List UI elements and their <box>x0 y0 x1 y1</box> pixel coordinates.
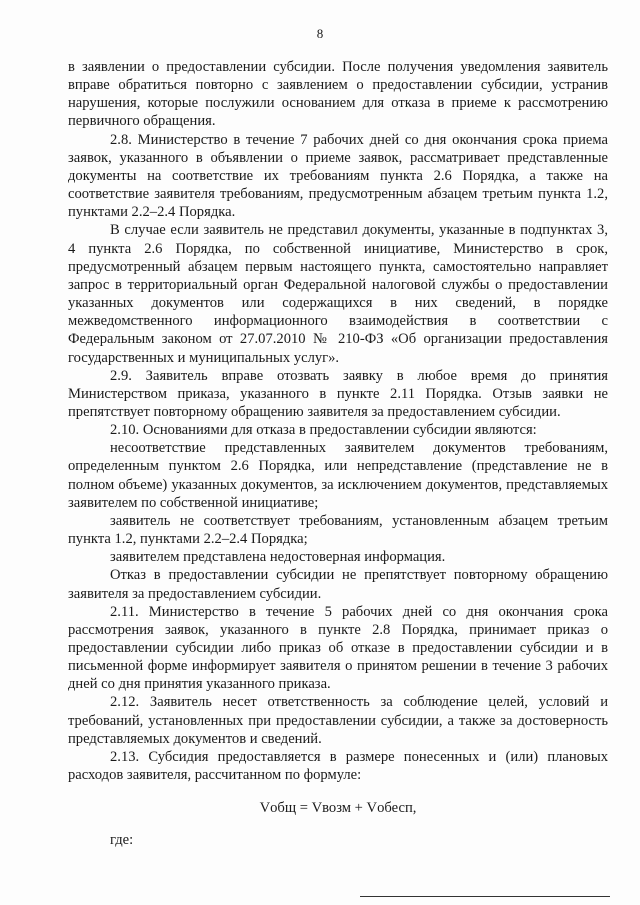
formula-where-label: где: <box>110 832 134 849</box>
paragraph-2-9: 2.9. Заявитель вправе отозвать заявку в любое время до принятия Министерством приказа, указанного в пункте 2.11 Порядка. Отзыв заявки не препятствует повторному обращению заявителя за предоставлением субсидии. <box>68 367 608 420</box>
bottom-divider <box>360 896 610 897</box>
refusal-ground-false-info: заявителем представлена недостоверная информация. <box>110 549 446 566</box>
subsidy-formula: Vобщ = Vвозм + Vобесп, <box>259 800 417 817</box>
paragraph-refusal-note: Отказ в предоставлении субсидии не препятствует повторному обращению заявителя за предоставлением субсидии. <box>68 567 608 602</box>
paragraph-continuation: в заявлении о предоставлении субсидии. После получения уведомления заявитель вправе обратиться повторно с заявлением о предоставлении субсидии, устранив нарушения, которые послужили основанием для отказа в приеме к рассмотрению первичного обращения. <box>68 59 608 130</box>
refusal-ground-requirements: заявитель не соответствует требованиям, установленным абзацем третьим пункта 1.2, пунктами 2.2–2.4 Порядка; <box>68 512 608 548</box>
document-body <box>68 58 608 850</box>
page-number: 8 <box>316 26 324 41</box>
paragraph-2-13: 2.13. Субсидия предоставляется в размере понесенных и (или) плановых расходов заявителя, рассчитанном по формуле: <box>68 748 608 784</box>
paragraph-2-10: 2.10. Основаниями для отказа в предоставлении субсидии являются: <box>110 422 537 439</box>
paragraph-2-8-interagency: В случае если заявитель не представил документы, указанные в подпунктах 3, 4 пункта 2.6 Порядка, по собственной инициативе, Министерство в срок, предусмотренный абзацем первым настоящего пункта, самостоятельно направляет запрос в территориальный орган Федеральной налоговой службы о предоставлении указанных документов или содержащихся в них сведений, в порядке межведомственного информационного взаимодействия в соответствии с Федеральным законом от 27.07.2010 № 210-ФЗ «Об организации предоставления государственных и муниципальных услуг». <box>68 222 608 366</box>
paragraph-2-8: 2.8. Министерство в течение 7 рабочих дней со дня окончания срока приема заявок, указанного в объявлении о приеме заявок, рассматривает представленные документы на соответствие их требованиям пункта 2.6 Порядка, а также на соответствие заявителя требованиям, предусмотренным абзацем третьим пункта 1.2, пунктами 2.2–2.4 Порядка. <box>68 131 608 221</box>
refusal-ground-documents: несоответствие представленных заявителем документов требованиям, определенным пунктом 2.6 Порядка, или непредставление (представление не в полном объеме) указанных документов, за исключением документов, представляемых заявителем по собственной инициативе; <box>68 440 608 511</box>
paragraph-2-11: 2.11. Министерство в течение 5 рабочих дней со дня окончания срока рассмотрения заявок, указанного в пункте 2.8 Порядка, принимает приказ о предоставлении субсидии либо приказ об отказе в предоставлении субсидии и в письменной форме информирует заявителя о принятом решении в течение 3 рабочих дней со дня принятия указанного приказа. <box>68 603 608 693</box>
paragraph-2-12: 2.12. Заявитель несет ответственность за соблюдение целей, условий и требований, установленных при предоставлении субсидии, а также за достоверность представляемых документов и сведений. <box>68 694 608 747</box>
